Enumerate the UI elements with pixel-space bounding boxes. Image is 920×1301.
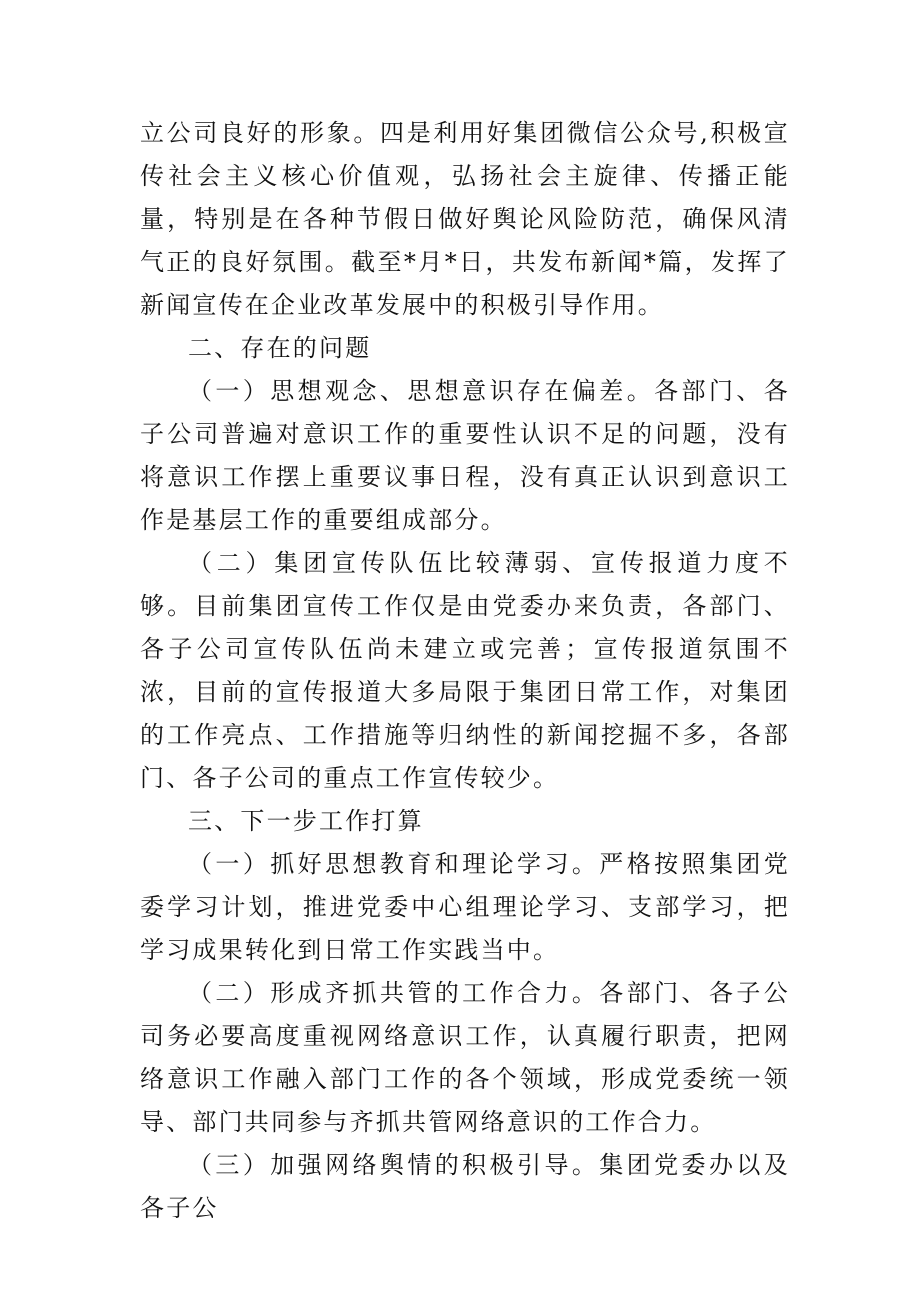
paragraph-continuation: 立公司良好的形象。四是利用好集团微信公众号,积极宣传社会主义核心价值观，弘扬社会主旋律、传播正能量，特别是在各种节假日做好舆论风险防范，确保风清气正的良好氛围。截至*月*日，共发布新闻*篇，发挥了新闻宣传在企业改革发展中的积极引导作用。 <box>140 119 790 319</box>
paragraph-plan-1: （一）抓好思想教育和理论学习。严格按照集团党委学习计划，推进党委中心组理论学习、支部学习，把学习成果转化到日常工作实践当中。 <box>140 850 790 964</box>
paragraph-plan-3: （三）加强网络舆情的积极引导。集团党委办以及各子公 <box>140 1151 790 1222</box>
section-heading-problems: 二、存在的问题 <box>188 334 372 362</box>
paragraph-plan-2: （二）形成齐抓共管的工作合力。各部门、各子公司务必要高度重视网络意识工作，认真履行职责，把网络意识工作融入部门工作的各个领域，形成党委统一领导、部门共同参与齐抓共管网络意识的工作合力。 <box>140 979 790 1136</box>
paragraph-problem-1: （一）思想观念、思想意识存在偏差。各部门、各子公司普遍对意识工作的重要性认识不足的问题，没有将意识工作摆上重要议事日程，没有真正认识到意识工作是基层工作的重要组成部分。 <box>140 377 790 534</box>
document-body <box>140 112 790 1230</box>
paragraph-problem-2: （二）集团宣传队伍比较薄弱、宣传报道力度不够。目前集团宣传工作仅是由党委办来负责，各部门、各子公司宣传队伍尚未建立或完善；宣传报道氛围不浓，目前的宣传报道大多局限于集团日常工作，对集团的工作亮点、工作措施等归纳性的新闻挖掘不多，各部门、各子公司的重点工作宣传较少。 <box>140 549 790 792</box>
section-heading-next-steps: 三、下一步工作打算 <box>188 807 424 835</box>
